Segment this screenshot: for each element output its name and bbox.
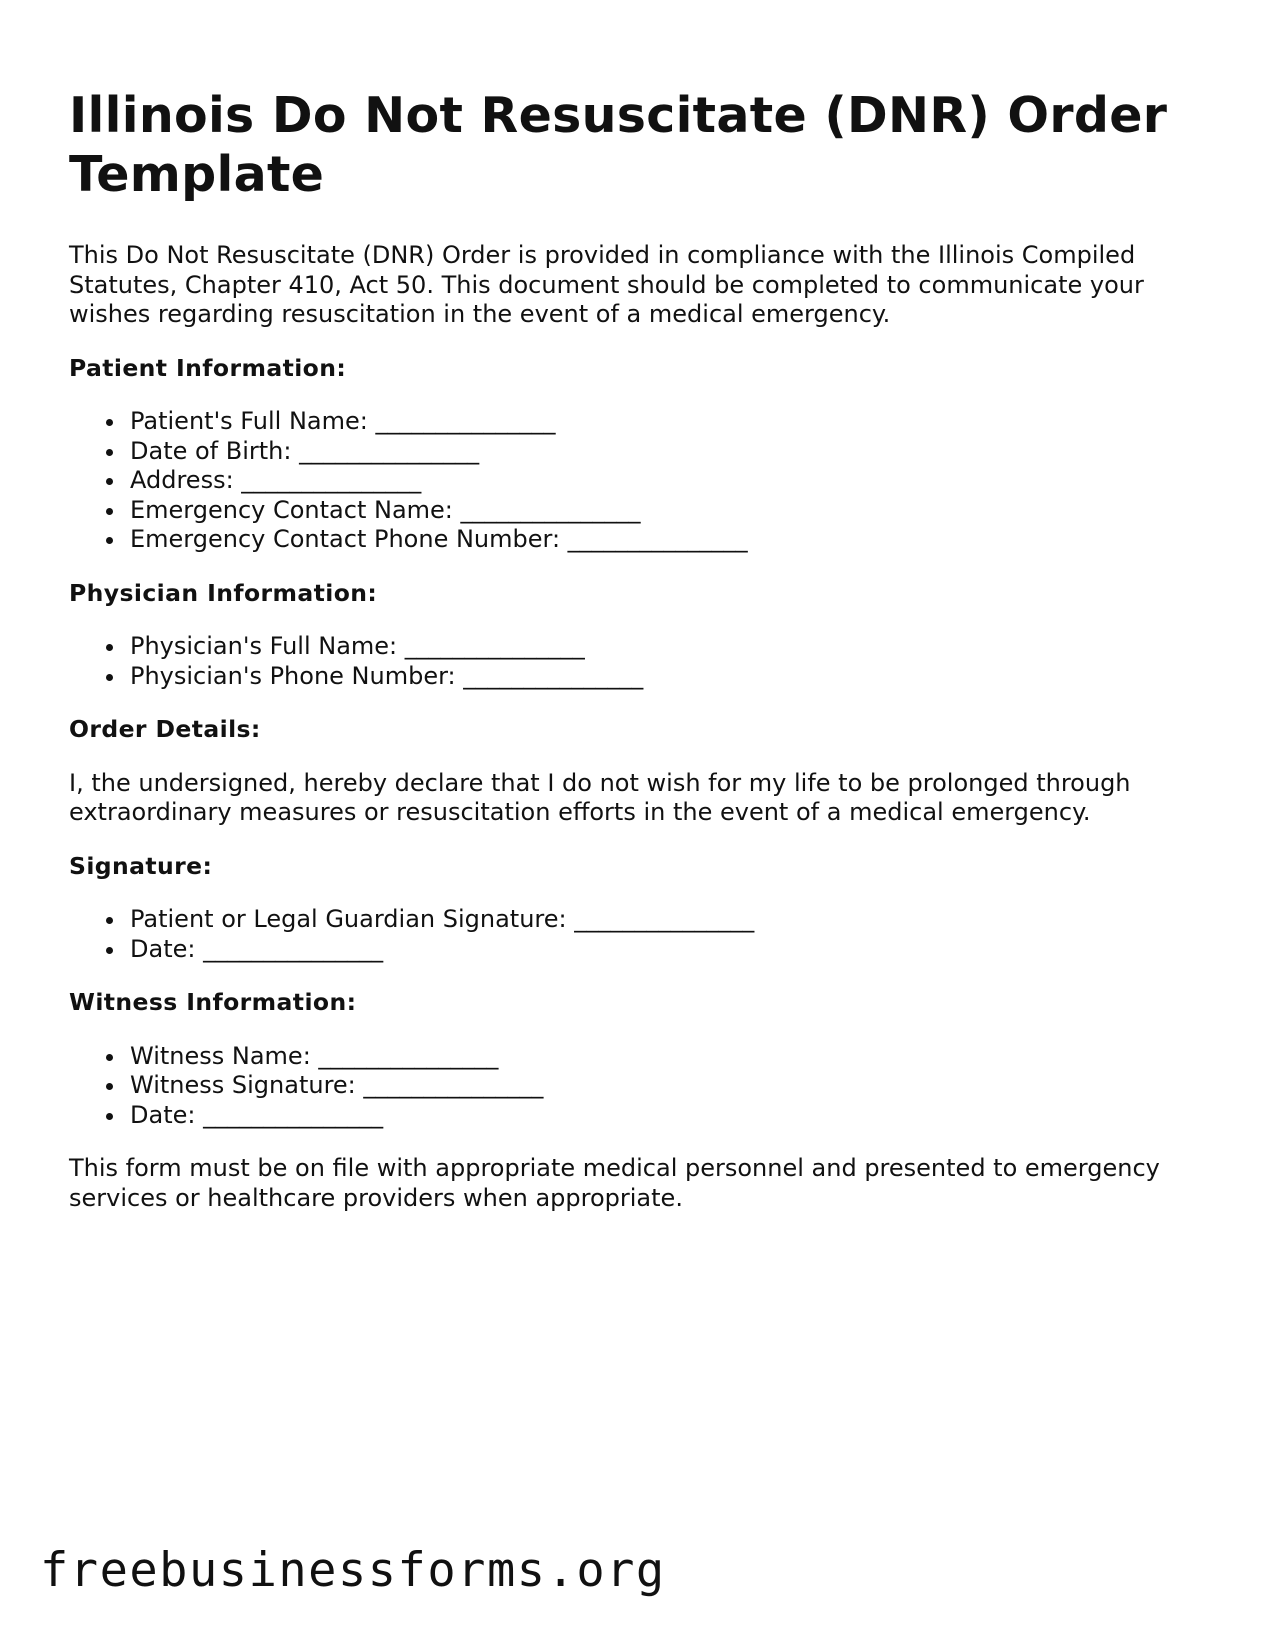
witness-signature-field: Witness Signature: _______________ [130, 1071, 1199, 1101]
patient-signature-field: Patient or Legal Guardian Signature: _______________ [130, 905, 1199, 935]
physician-info-list [69, 632, 1199, 691]
order-details-text: I, the undersigned, hereby declare that I do not wish for my life to be prolonged through extraordinary measures or resuscitation efforts in the event of a medical emergency. [69, 768, 1131, 826]
patient-section-heading: Patient Information: [69, 353, 347, 382]
patient-info-list [69, 407, 1199, 555]
footer-watermark: freebusinessforms.org [40, 1543, 666, 1598]
order-details-heading: Order Details: [69, 715, 261, 743]
witness-name-field: Witness Name: _______________ [130, 1042, 1199, 1072]
emergency-contact-name-field: Emergency Contact Name: _______________ [130, 496, 1199, 526]
signature-section-heading: Signature: [69, 851, 213, 880]
patient-dob-field: Date of Birth: _______________ [130, 437, 1199, 467]
document-page [69, 86, 1199, 1237]
witness-date-field: Date: _______________ [130, 1101, 1199, 1131]
witness-info-list [69, 1042, 1199, 1131]
emergency-contact-phone-field: Emergency Contact Phone Number: _______________ [130, 525, 1199, 555]
closing-paragraph: This form must be on file with appropriate medical personnel and presented to emergency services or healthcare providers when appropriate. [69, 1154, 1160, 1212]
physician-section-heading: Physician Information: [69, 578, 378, 607]
patient-address-field: Address: _______________ [130, 466, 1199, 496]
witness-section-heading: Witness Information: [69, 988, 357, 1016]
page-title: Illinois Do Not Resuscitate (DNR) Order Template [69, 87, 1168, 203]
signature-date-field: Date: _______________ [130, 935, 1199, 965]
patient-full-name-field: Patient's Full Name: _______________ [130, 407, 1199, 437]
intro-paragraph: This Do Not Resuscitate (DNR) Order is provided in compliance with the Illinois Compiled Statutes, Chapter 410, Act 50. This document should be completed to communicate your wishes regarding resuscitation in the event of a medical emergency. [69, 241, 1144, 328]
physician-phone-field: Physician's Phone Number: _______________ [130, 662, 1199, 692]
physician-full-name-field: Physician's Full Name: _______________ [130, 632, 1199, 662]
signature-list [69, 905, 1199, 964]
